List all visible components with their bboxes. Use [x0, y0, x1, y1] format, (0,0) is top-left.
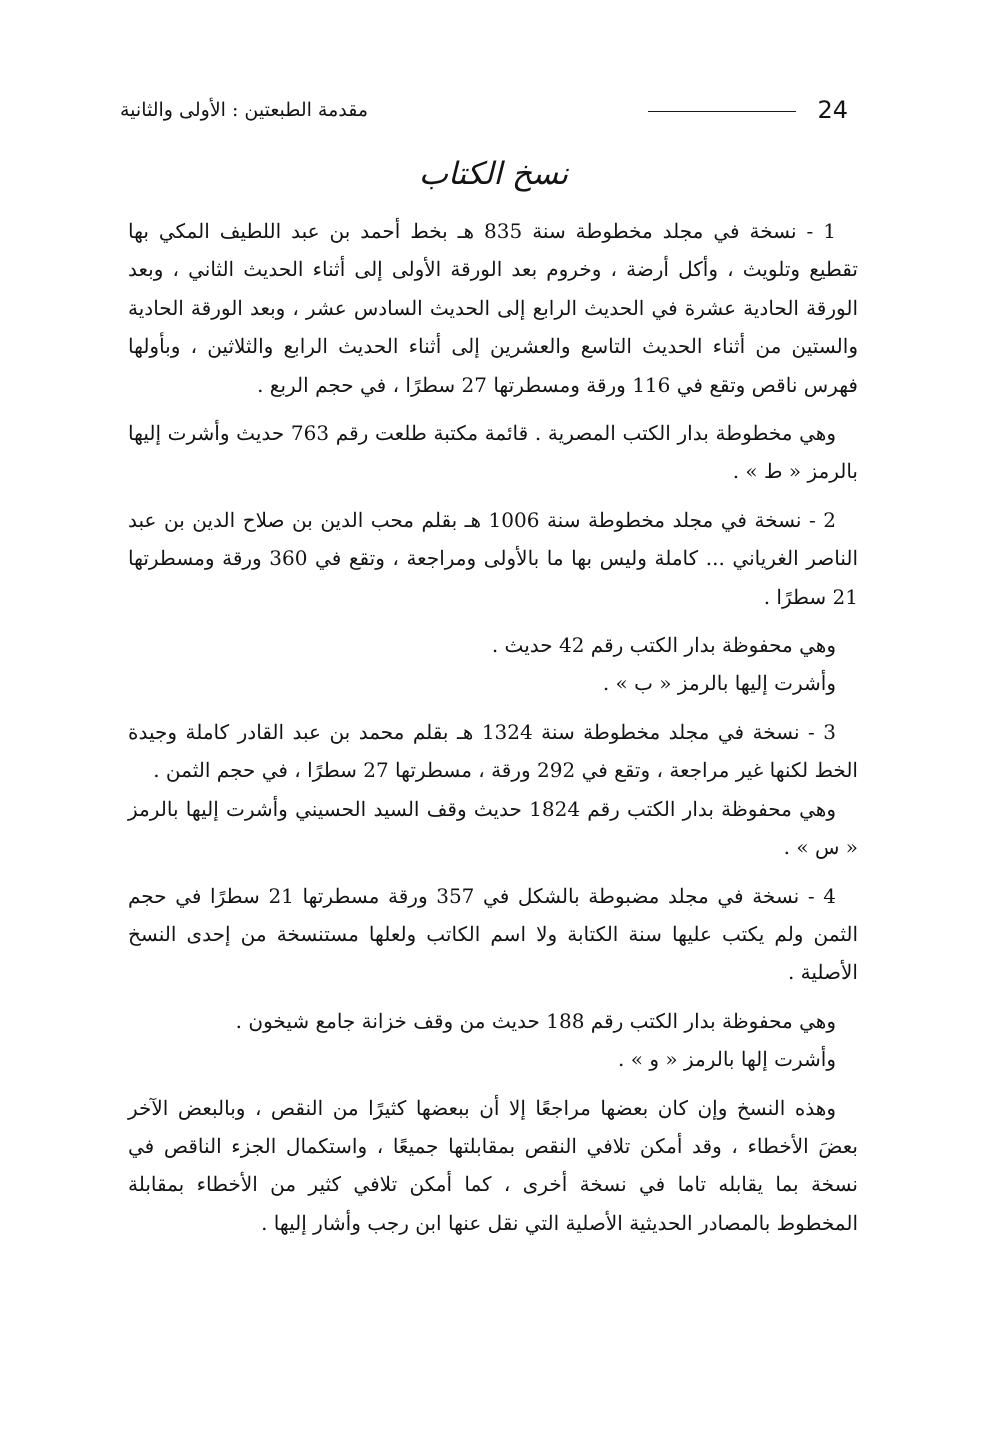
page-number: 24 — [817, 96, 848, 124]
paragraph-manuscript-4-symbol: وأشرت إلها بالرمز « و » . — [618, 1047, 836, 1072]
paragraph-summary: وهذه النسخ وإن كان بعضها مراجعًا إلا أن ببعضها كثيرًا من النقص ، وبالبعض الآخر بعضَ الأخطاء ، وقد أمكن تلافي النقص بمقابلتها جميعًا ، واستكمال الجزء الناقص في نسخة بما يقابله تاما في نسخة أخرى ، كما أمكن تلافي كثير من الأخطاء بمقابلة المخطوط بالمصادر الحديثية الأصلية التي نقل عنها ابن رجب وأشار إليها . — [128, 1095, 858, 1235]
section-title: نسخ الكتاب — [418, 156, 569, 192]
paragraph-manuscript-4: 4 - نسخة في مجلد مضبوطة بالشكل في 357 ورقة مسطرتها 21 سطرًا في حجم الثمن ولم يكتب عليها سنة الكتابة ولا اسم الكاتب ولعلها مستنسخة من إحدى النسخ الأصلية . — [128, 883, 858, 985]
paragraph-manuscript-3: 3 - نسخة في مجلد مخطوطة سنة 1324 هـ بقلم محمد بن عبد القادر كاملة وجيدة الخط لكنها غير مراجعة ، وتقع في 292 ورقة ، مسطرتها 27 سطرًا ، في حجم الثمن . — [128, 719, 858, 783]
header-rule — [648, 111, 796, 112]
paragraph-manuscript-2-location: وهي محفوظة بدار الكتب رقم 42 حديث . — [491, 633, 836, 658]
running-title: مقدمة الطبعتين : الأولى والثانية — [120, 99, 369, 121]
body-text — [128, 212, 858, 1242]
paragraph-manuscript-2-symbol: وأشرت إليها بالرمز « ب » . — [602, 671, 836, 696]
paragraph-manuscript-4-location: وهي محفوظة بدار الكتب رقم 188 حديث من وقف خزانة جامع شيخون . — [235, 1008, 836, 1033]
paragraph-manuscript-2: 2 - نسخة في مجلد مخطوطة سنة 1006 هـ بقلم محب الدين بن صلاح الدين بن عبد الناصر الغرياني ... كاملة وليس بها ما بالأولى ومراجعة ، وتقع في 360 ورقة ومسطرتها 21 سطرًا . — [128, 507, 858, 609]
paragraph-manuscript-1: 1 - نسخة في مجلد مخطوطة سنة 835 هـ بخط أحمد بن عبد اللطيف المكي بها تقطيع وتلويث ، وأكل أرضة ، وخروم بعد الورقة الأولى إلى أثناء الحديث الثاني ، وبعد الورقة الحادية عشرة في الحديث الرابع إلى الحديث السادس عشر ، وبعد الورقة الحادية والستين من أثناء الحديث التاسع والعشرين إلى أثناء الحديث الرابع والثلاثين ، وبأولها فهرس ناقص وتقع في 116 ورقة ومسطرتها 27 سطرًا ، في حجم الربع . — [128, 219, 858, 397]
paragraph-manuscript-1-location: وهي مخطوطة بدار الكتب المصرية . قائمة مكتبة طلعت رقم 763 حديث وأشرت إليها بالرمز « ط » . — [128, 421, 858, 484]
running-header — [120, 92, 848, 128]
paragraph-manuscript-3-location: وهي محفوظة بدار الكتب رقم 1824 حديث وقف السيد الحسيني وأشرت إليها بالرمز « س » . — [128, 796, 858, 860]
